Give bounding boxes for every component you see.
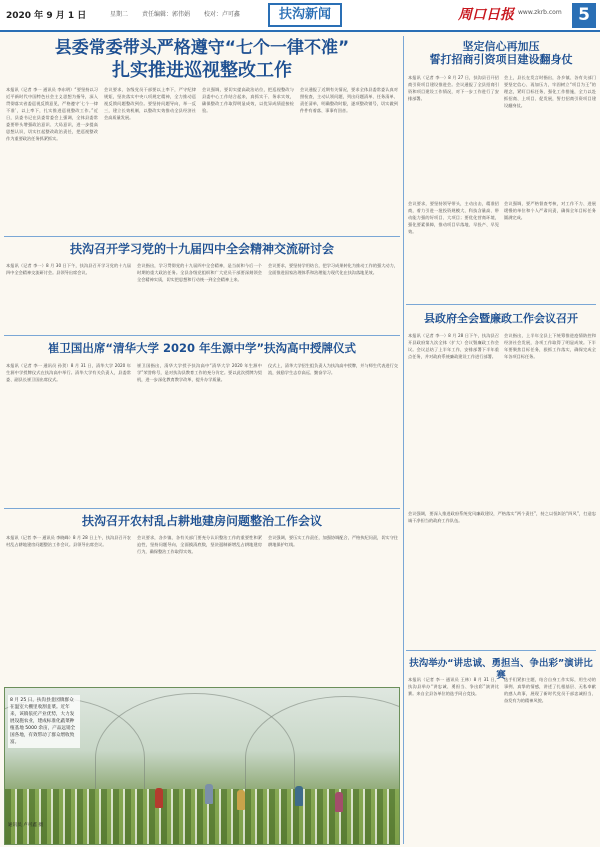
government-body-col1: 本报讯（记者 李一）8 月 28 日下午，扶沟县召开县政府第九次全体（扩大）会议暨廉政工作会议。会议总结了上半年工作，安排部署下半年重点任务，并对政府系统廉政建设工作进行部署。 — [408, 333, 499, 359]
investment-body-col1: 本报讯（记者 李一）8 月 27 日，扶沟县召开招商引资项目建设推进会。会议通报了全县招商引资和项目建设工作情况，对下一步工作进行了安排部署。 — [408, 75, 499, 101]
speech-headline: 扶沟举办“讲忠诚、勇担当、争出彩”演讲比赛 — [409, 658, 593, 681]
investment-body-col2: 会上，县长在发言时指出，各乡镇、各有关部门要坚定信心、再加压力，牢固树立“项目为王”的理念，紧盯目标任务，强化工作措施，全力以赴抓招商、上项目、促发展，誓打招商引资项目建设翻身仗。 — [504, 75, 596, 108]
study-body-col2: 会议指出，学习贯彻党的十九届四中全会精神，是当前和今后一个时期的重大政治任务。全县各级党组织和广大党员干部要深刻领会全会精神实质，切实把思想和行动统一到全会精神上来。 — [137, 263, 262, 282]
farmland-body-col2: 会议要求，各乡镇、各有关部门要充分认识整治工作的重要性和紧迫性，坚持问题导向，全面摸清底数，坚决遏制新增乱占耕地建房行为，确保整治工作取得实效。 — [137, 535, 262, 554]
photo-credit: 通讯员 卢可鑫 摄 — [8, 823, 44, 828]
speech-body-col1: 本报讯（记者 李一 通讯员 王林）8 月 31 日，扶沟县举办“讲忠诚、勇担当、争出彩”演讲比赛。来自全县各单位的选手同台竞技。 — [408, 677, 499, 696]
investment-headline — [406, 40, 596, 66]
issue-weekday: 星期二 — [110, 11, 129, 18]
lead-headline-line1: 县委常委带头严格遵守“七个一律不准” — [54, 38, 350, 58]
lead-body-col2: 会议要求，各级党员干部要以上率下，严守纪律规矩，坚决落实中央八项规定精神，全力推动巡视反馈问题整改到位。要坚持问题导向，举一反三，建立长效机制，以整改实效推动全县经济社会高质量发展。 — [104, 87, 196, 120]
study-body-col3: 会议要求，要坚持学用结合，把学习成果转化为推动工作的强大动力，全面推进国家治理体系和治理能力现代化在扶沟落地见效。 — [268, 263, 398, 275]
study-headline: 扶沟召开学习党的十九届四中全会精神交流研讨会 — [69, 242, 334, 256]
photo-caption: 8 月 25 日，扶沟县韭园镇群众在温室大棚里收割韭菜。近年来，该镇依托产业优势，大力发展设施农业，建成标准化蔬菜种植基地 5000 余亩，产品远销全国各地，有效带动了群众增收致富。 — [8, 695, 80, 748]
government-headline: 县政府全会暨廉政工作会议召开 — [424, 312, 578, 325]
lead-body-col4: 会议通报了近期有关情况，要求全体县委常委认真对照检查，主动认领问题，列出问题清单、任务清单、责任清单，明确整改时限，逐项整改销号，切实做到件件有着落、事事有回音。 — [300, 87, 398, 113]
divider — [4, 508, 400, 509]
newspaper-logo: 周口日报 — [458, 7, 514, 23]
investment-body-col3: 会议要求，要坚持领导带头，主动出击，精准招商，着力引进一批投资规模大、科技含量高、带动能力强的好项目、大项目；要优化营商环境，强化要素保障，推动项目早落地、早投产、早见效。 — [408, 201, 499, 234]
issue-date: 2020 年 9 月 1 日 — [6, 11, 87, 21]
farmland-body-col1: 本报讯（记者 李一 通讯员 李晓峰）8 月 28 日上午，扶沟县召开农村乱占耕地建房问题整治工作会议。县领导出席会议。 — [6, 535, 131, 547]
divider — [406, 304, 596, 305]
lead-headline-line2: 扎实推进巡视整改工作 — [112, 60, 292, 81]
tsinghua-body-col2: 崔卫国指出，清华大学授予扶沟高中“清华大学 2020 年生源中学”荣誉称号，是对扶沟县教育工作的充分肯定。要以此次授牌为契机，进一步深化教育教学改革，提升办学质量。 — [137, 363, 262, 382]
investment-body-col4: 会议强调，要严格督查考核，对工作不力、进展缓慢的单位和个人严肃问责，确保全年目标任务圆满完成。 — [504, 201, 596, 220]
designer-credit: 校对：卢可鑫 — [203, 11, 240, 18]
investment-headline-line1: 坚定信心再加压 — [462, 40, 540, 53]
divider — [4, 335, 400, 336]
farmland-body-col3: 会议强调，要压实工作责任，加强协调配合，严格执纪问责，切实守住耕地保护红线。 — [268, 535, 398, 547]
government-body-col3: 会议强调，要深入推进政府系统党风廉政建设，严格落实“两个责任”，持之以恒纠治“四风”，打造忠诚干净担当的政府工作队伍。 — [408, 511, 596, 523]
lead-body-col3: 会议强调，要切实提高政治站位，把巡视整改与县委中心工作结合起来，真抓实干、务求实效，确保整改工作取得明显成效，以优异成绩迎接检验。 — [202, 87, 294, 113]
lead-headline — [4, 38, 400, 81]
tsinghua-body-col3: 仪式上，清华大学招生组负责人为扶沟高中授牌，并与师生代表进行交流，鼓励学生志存高远、勤奋学习。 — [268, 363, 398, 375]
farmland-headline: 扶沟召开农村乱占耕地建房问题整治工作会议 — [81, 514, 322, 528]
editor-credit: 责任编辑：郭伟娟 — [141, 11, 190, 18]
lead-body-col1: 本报讯（记者 李一 通讯员 李东明）“要坚持以习近平新时代中国特色社会主义思想为指导，深入贯彻落实省委巡视反馈意见，严格遵守‘七个一律不准’，以上率下，扎实推进巡视整改工作。”近日，县委书记在县委常委会上强调，全体县委常委要带头增强政治意识、大局意识，进一步提高思想认识，切实扛起整改政治责任，把巡视整改作为重要政治任务抓紧抓实。 — [6, 87, 98, 141]
study-body-col1: 本报讯（记者 李一）8 月 30 日下午，扶沟县召开学习党的十九届四中全会精神交流研讨会。县领导出席会议。 — [6, 263, 131, 275]
government-body-col2: 会议指出，上半年全县上下统筹推进疫情防控和经济社会发展，各项工作取得了明显成效。下半年要聚焦目标任务，狠抓工作落实，确保完成全年各项目标任务。 — [504, 333, 596, 359]
newspaper-url: www.zkrb.com — [518, 9, 562, 16]
investment-headline-line2: 誓打招商引资项目建设翻身仗 — [429, 53, 573, 66]
tsinghua-headline: 崔卫国出席“清华大学 2020 年生源中学”扶沟高中授牌仪式 — [47, 341, 357, 355]
divider — [406, 650, 596, 651]
tsinghua-body-col1: 本报讯（记者 李一 通讯员 孙贺）8 月 31 日，清华大学 2020 年生源中学授牌仪式在扶沟高中举行。清华大学有关负责人，县委常委、副县长崔卫国出席仪式。 — [6, 363, 131, 382]
masthead — [0, 0, 600, 32]
page-number: 5 — [572, 3, 596, 28]
section-title: 扶沟新闻 — [268, 3, 342, 27]
masthead-meta — [110, 9, 252, 18]
column-divider — [403, 36, 404, 844]
speech-body-col2: 选手们紧扣主题，结合自身工作实际，用生动的事例、真挚的情感，讲述了扎根基层、无私奉献的感人故事，展现了新时代党员干部忠诚担当、奋发有为的精神风貌。 — [504, 677, 596, 703]
divider — [4, 236, 400, 237]
